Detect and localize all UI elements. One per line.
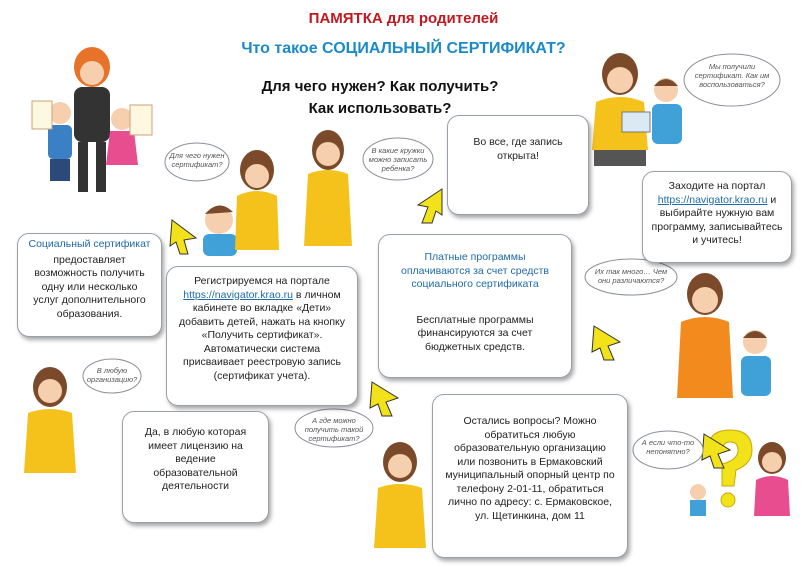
- subtitle-questions: [190, 76, 570, 120]
- portal-line-2: и выбирайте нужную вам программу, записывайтесь и учитесь!: [651, 193, 783, 246]
- family-illustration: [30, 45, 160, 200]
- arrow-icon: [590, 322, 624, 362]
- definition-box: [17, 233, 162, 337]
- questions-box: [432, 394, 628, 558]
- open-enrollment-text: Во все, где запись открыта!: [473, 136, 563, 162]
- license-box: [122, 411, 269, 523]
- cloud-text-which: В какие кружки можно записать ребенка?: [368, 146, 428, 173]
- register-link[interactable]: https://navigator.krao.ru: [183, 288, 293, 301]
- memo-title: ПАМЯТКА для родителей: [308, 10, 499, 27]
- portal-body: [643, 194, 791, 248]
- cloud-text-where: А где можно получить такой сертификат?: [304, 416, 364, 443]
- portal-link[interactable]: https://navigator.krao.ru: [657, 193, 768, 206]
- subtitle-line-2: Как использовать?: [308, 100, 452, 117]
- definition-text: предоставляет возможность получить одну или несколько услуг дополнительного образования.: [33, 253, 146, 320]
- register-line-1: Регистрируемся на портале: [194, 275, 330, 287]
- cloud-text-received: Мы получили сертификат. Как им воспользоваться?: [694, 62, 770, 89]
- register-body: [167, 289, 357, 384]
- portal-box: [642, 171, 792, 263]
- register-box: [166, 266, 358, 406]
- woman-wondering-illustration: [22, 365, 82, 475]
- programs-box: [378, 234, 572, 378]
- definition-term: Социальный сертификат: [28, 238, 151, 250]
- paid-programs-text: Платные программы оплачиваются за счет средств социального сертификата: [401, 251, 549, 290]
- mother-child-illustration: [675, 270, 785, 400]
- register-line-2: в личном кабинете во вкладке «Дети» добавить детей, нажать на кнопку «Получить сертификат». Автоматически система присваивает реестровую запись (сертификат учета).: [179, 288, 345, 382]
- open-enrollment-box: [447, 115, 589, 215]
- woman-pondering-illustration: [300, 128, 360, 248]
- free-programs-text: Бесплатные программы финансируются за счет бюджетных средств.: [416, 313, 534, 353]
- arrow-icon: [408, 185, 444, 225]
- cloud-text-difference: Их так много… Чем они различаются?: [594, 267, 668, 285]
- subtitle-line-1: Для чего нужен? Как получить?: [261, 78, 499, 95]
- portal-line-1: Заходите на портал: [668, 180, 766, 192]
- cloud-text-why: Для чего нужен сертификат?: [169, 151, 225, 169]
- license-text: Да, в любую которая имеет лицензию на ведение образовательной деятельности: [144, 426, 247, 492]
- arrow-icon: [168, 216, 200, 256]
- questions-text: Остались вопросы? Можно обратиться любую образовательную организацию или позвонить в Ермаковский муниципальный опорный центр по телефону 2-01-11, обратиться лично по адресу: с. Ермаковское, ул. Щетинкина, дом 11: [445, 415, 615, 522]
- cloud-text-any: В любую организацию?: [86, 366, 138, 384]
- woman-question-illustration: [372, 440, 432, 550]
- certificate-question-title: Что такое СОЦИАЛЬНЫЙ СЕРТИФИКАТ?: [241, 40, 566, 57]
- cloud-text-unclear: А если что-то непонятно?: [641, 438, 695, 456]
